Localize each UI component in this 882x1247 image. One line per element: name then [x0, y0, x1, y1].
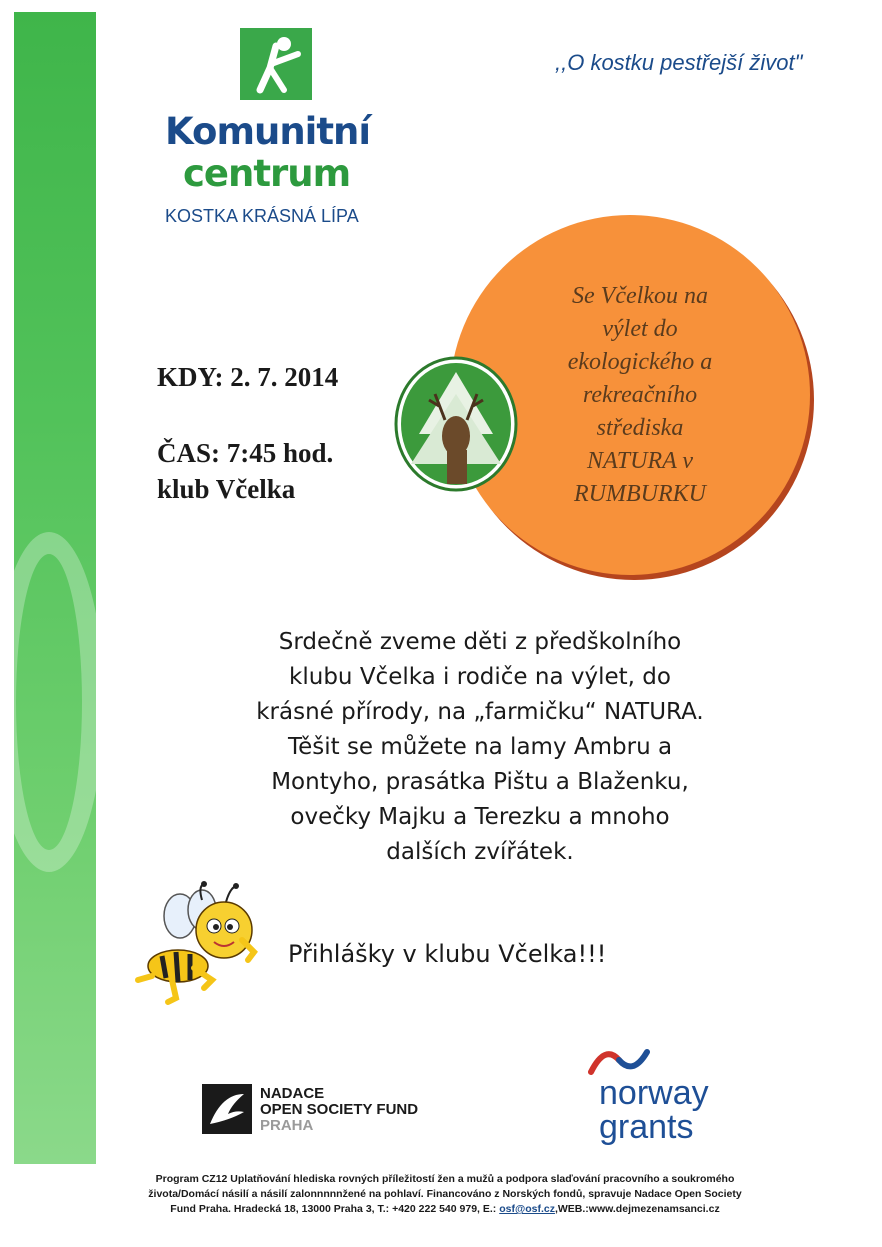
norway-arc-icon — [585, 1042, 655, 1076]
signup-note: Přihlášky v klubu Včelka!!! — [288, 940, 607, 968]
invitation-line: Montyho, prasátka Pištu a Blaženku, — [271, 769, 689, 795]
footer-email-link[interactable]: osf@osf.cz — [499, 1203, 555, 1215]
osf-line: PRAHA — [260, 1117, 314, 1134]
logo-title-centrum: centrum — [183, 152, 351, 195]
trip-line: ekologického a — [567, 349, 713, 375]
footer-line: Program CZ12 Uplatňování hlediska rovných příležitostí žen a mužů a podpora slaďování pracovního a soukromého — [155, 1173, 735, 1185]
event-place: klub Včelka — [157, 474, 296, 504]
footer-line — [105, 1202, 785, 1217]
trip-line: střediska — [596, 415, 684, 441]
invitation-line: klubu Včelka i rodiče na výlet, do — [289, 664, 671, 690]
bee-mascot-icon — [132, 880, 260, 1015]
person-icon — [240, 28, 312, 100]
invitation-line: ovečky Majku a Terezku a mnoho — [290, 804, 670, 830]
osf-line: OPEN SOCIETY FUND — [260, 1101, 419, 1118]
natura-rumburk-badge — [393, 354, 519, 494]
open-society-fund-logo — [202, 1084, 442, 1134]
invitation-line: Srdečně zveme děti z předškolního — [278, 629, 682, 655]
deer-icon — [393, 354, 519, 494]
trip-description — [530, 280, 750, 511]
logo-subtitle: KOSTKA KRÁSNÁ LÍPA — [165, 206, 359, 226]
decorative-swirl — [0, 532, 104, 872]
trip-line: Se Včelkou na — [572, 283, 708, 309]
trip-line: RUMBURKU — [574, 481, 706, 507]
norway-line: norway — [599, 1074, 709, 1112]
green-side-bar — [14, 12, 96, 1164]
invitation-line: krásné přírody, na „farmičku“ NATURA. — [256, 699, 704, 725]
osf-text — [260, 1086, 418, 1134]
trip-line: výlet do — [602, 316, 678, 342]
footer-web-label: ,WEB.: — [554, 1203, 589, 1215]
invitation-text — [200, 625, 760, 870]
logo-title-komunitni: Komunitní — [165, 110, 371, 153]
footer-address: Fund Praha. Hradecká 18, 13000 Praha 3, T.: +420 222 540 979, E.: — [170, 1203, 500, 1215]
event-date: KDY: 2. 7. 2014 — [157, 362, 339, 392]
osf-icon — [202, 1084, 252, 1134]
trip-line: rekreačního — [582, 382, 698, 408]
footer-web-link[interactable]: www.dejmezenamsanci.cz — [588, 1203, 720, 1215]
norway-line: grants — [599, 1108, 694, 1146]
slogan: ,,O kostku pestřejší život" — [555, 50, 803, 75]
invitation-line: dalších zvířátek. — [386, 839, 574, 865]
norway-text — [599, 1076, 709, 1144]
norway-grants-logo — [583, 1042, 743, 1146]
footer-line: života/Domácí násilí a násilí zalonnnnnžené na pohlaví. Financováno z Norských fondů, spravuje Nadace Open Society — [148, 1188, 742, 1200]
osf-line: NADACE — [260, 1085, 325, 1102]
invitation-line: Těšit se můžete na lamy Ambru a — [287, 734, 673, 760]
trip-line: NATURA v — [587, 448, 693, 474]
event-time: ČAS: 7:45 hod. — [157, 438, 334, 468]
footer-program-info — [105, 1172, 785, 1217]
